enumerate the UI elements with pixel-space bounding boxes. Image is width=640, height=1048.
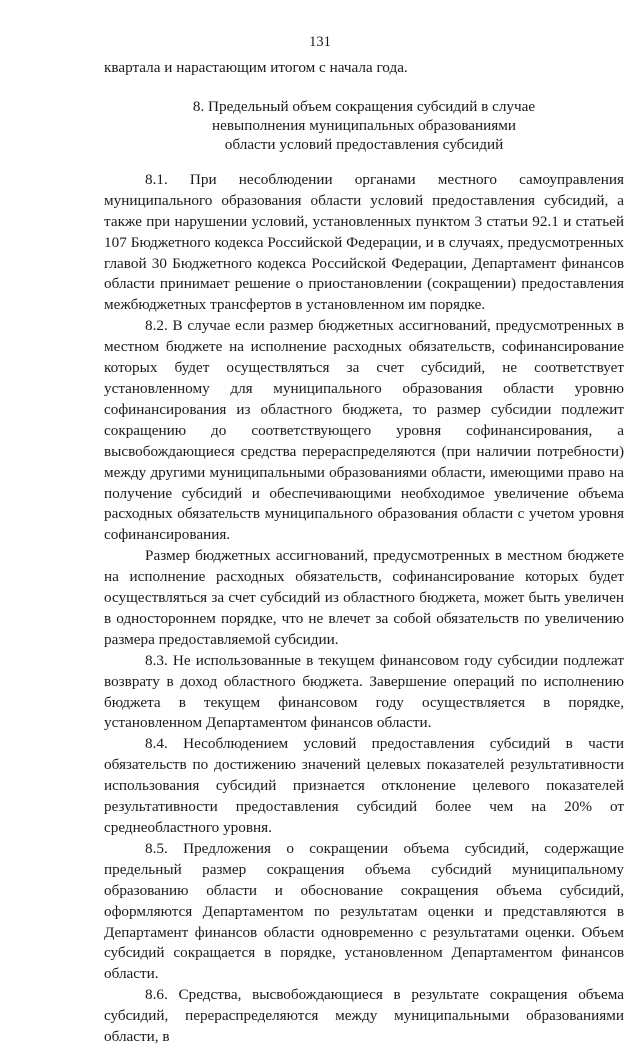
paragraph-8-2: 8.2. В случае если размер бюджетных ассигнований, предусмотренных в местном бюджете на исполнение расходных обязательств, софинансирование которых будет осуществляться за счет субсидий, не соответствует установленному для муниципального образования области уровню софинансирования из областного бюджета, то размер субсидии подлежит сокращению до соответствующего уровня софинансирования, а высвобождающиеся средства перераспределяются (при наличии потребности) между другими муниципальными образованиями области, имеющими право на получение субсидий и обеспечивающими необходимое увеличение объема расходных обязательств муниципального образования области с учетом уровня софинансирования. [104, 317, 624, 544]
document-body [104, 58, 624, 1048]
paragraph-8-4: 8.4. Несоблюдением условий предоставления субсидий в части обязательств по достижению значений целевых показателей результативности использования субсидий признается отклонение целевого показателей результативности предоставления субсидий более чем на 20% от среднеобластного уровня. [104, 735, 624, 836]
continuation-line: квартала и нарастающим итогом с начала года. [104, 59, 408, 76]
paragraph-8-5: 8.5. Предложения о сокращении объема субсидий, содержащие предельный размер сокращения объема субсидий муниципальному образованию области и обоснование сокращения объема субсидий, оформляются Департаментом по результатам оценки и представляются в Департамент финансов области одновременно с результатами оценки. Объем субсидий сокращается в порядке, установленном Департаментом финансов области. [104, 839, 624, 983]
paragraph-8-2-continued: Размер бюджетных ассигнований, предусмотренных в местном бюджете на исполнение расходных обязательств, софинансирование которых будет осуществляться за счет субсидий из областного бюджета, может быть увеличен в одностороннем порядке, что не влечет за собой обязательств по увеличению размера предоставляемой субсидии. [104, 547, 624, 648]
section-heading [104, 97, 624, 154]
paragraph-8-6: 8.6. Средства, высвобождающиеся в результате сокращения объема субсидий, перераспределяются между муниципальными образованиями области, в [104, 986, 624, 1046]
section-heading-line: области условий предоставления субсидий [224, 135, 504, 153]
section-heading-line: невыполнения муниципальных образованиями [211, 116, 517, 134]
paragraph-8-1: 8.1. При несоблюдении органами местного самоуправления муниципального образования области условий предоставления субсидий, а также при нарушении условий, установленных пунктом 3 статьи 92.1 и статьей 107 Бюджетного кодекса Российской Федерации, и в случаях, предусмотренных главой 30 Бюджетного кодекса Российской Федерации, Департамент финансов области принимает решение о приостановлении (сокращении) предоставления межбюджетных трансфертов в установленном им порядке. [104, 170, 624, 314]
paragraph-8-3: 8.3. Не использованные в текущем финансовом году субсидии подлежат возврату в доход областного бюджета. Завершение операций по исполнению бюджета в текущем финансовом году осуществляется в порядке, установленном Департаментом финансов области. [104, 651, 624, 732]
page-number: 131 [309, 34, 331, 50]
section-heading-line: 8. Предельный объем сокращения субсидий в случае [192, 97, 536, 115]
